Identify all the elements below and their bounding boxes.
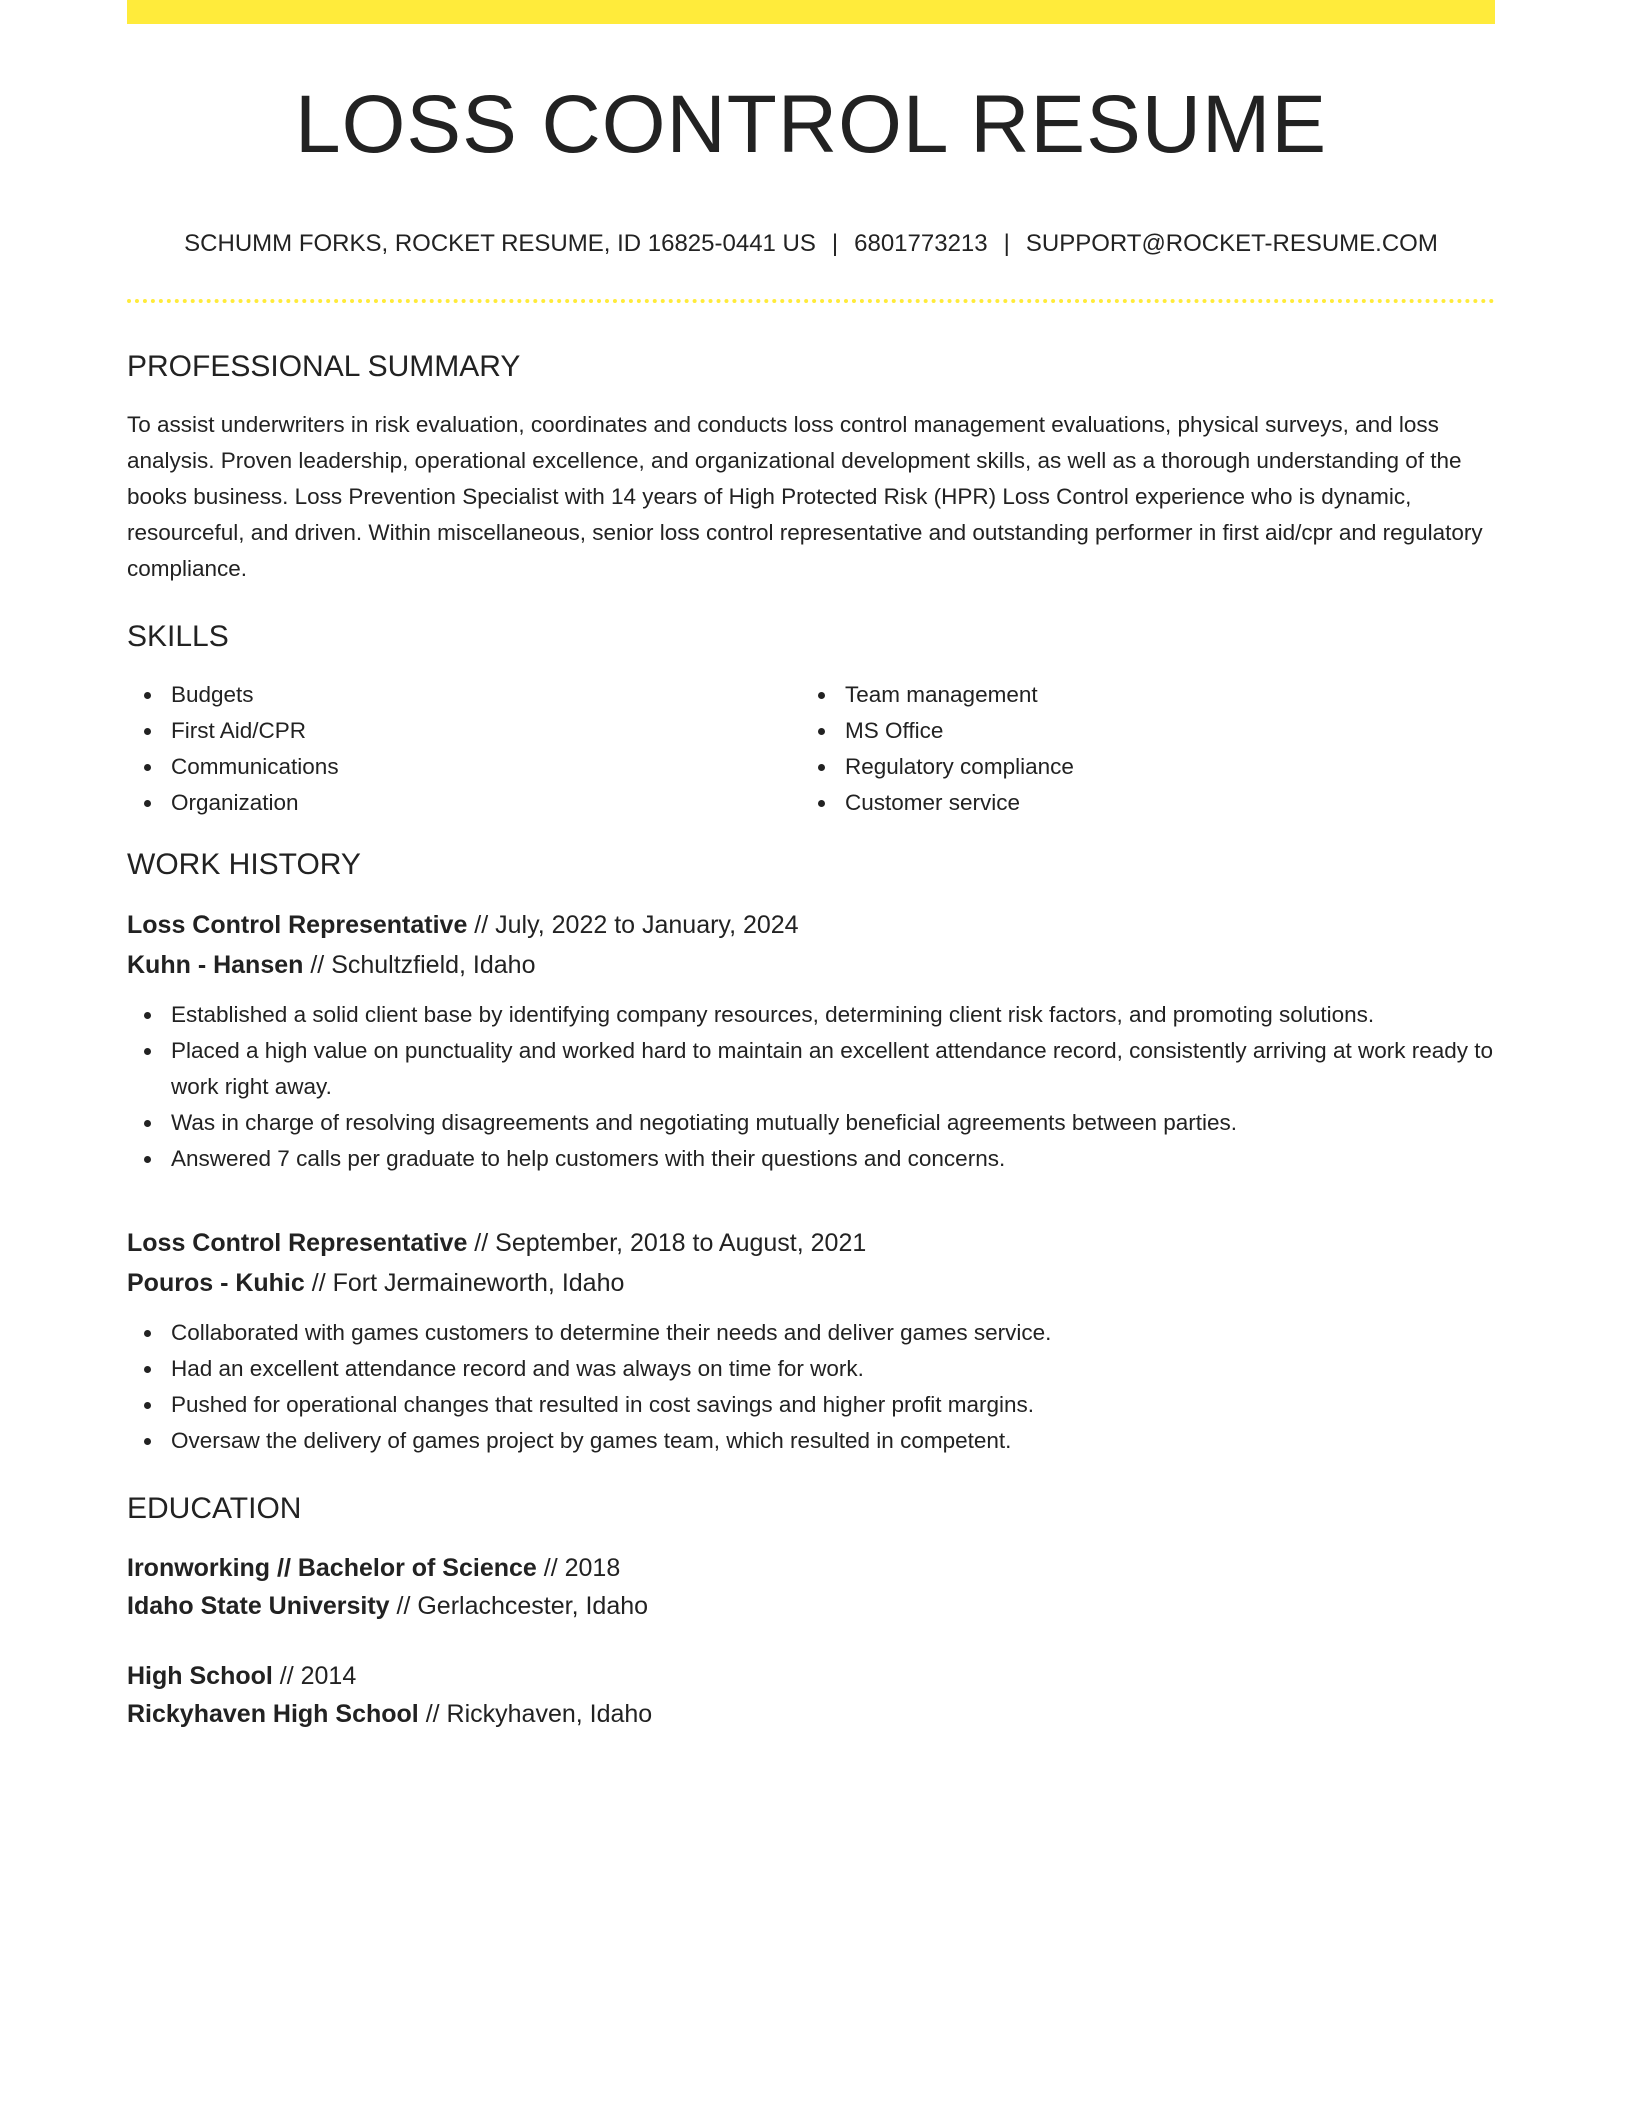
job-bullets [127, 997, 1495, 1177]
summary-section [127, 349, 1495, 587]
job-bullet: Established a solid client base by identifying company resources, determining client risk factors, and promoting solutions. [127, 997, 1495, 1033]
job-location: // Schultzfield, Idaho [303, 950, 536, 979]
education-entry [127, 1549, 1495, 1625]
job-title: Loss Control Representative [127, 1228, 468, 1257]
education-degree: High School [127, 1661, 273, 1690]
education-school: Idaho State University [127, 1591, 390, 1620]
job-company: Pouros - Kuhic [127, 1268, 305, 1297]
skill-item: Budgets [127, 677, 801, 713]
job-entry [127, 905, 1495, 1177]
skill-item: Organization [127, 785, 801, 821]
skills-section [127, 619, 1495, 821]
education-school-line [127, 1695, 1495, 1733]
job-dates: // September, 2018 to August, 2021 [467, 1228, 867, 1257]
education-section [127, 1491, 1495, 1733]
job-company-line [127, 1263, 1495, 1303]
job-title: Loss Control Representative [127, 910, 468, 939]
contact-line [127, 230, 1495, 259]
job-location: // Fort Jermaineworth, Idaho [304, 1268, 625, 1297]
education-heading: EDUCATION [127, 1491, 302, 1525]
resume-page [127, 0, 1495, 1733]
work-history-heading: WORK HISTORY [127, 847, 361, 881]
job-bullet: Oversaw the delivery of games project by games team, which resulted in competent. [127, 1423, 1495, 1459]
summary-heading: PROFESSIONAL SUMMARY [127, 349, 521, 383]
skills-grid [127, 677, 1495, 821]
contact-separator: | [1003, 230, 1010, 257]
skill-item: First Aid/CPR [127, 713, 801, 749]
job-title-line [127, 1223, 1495, 1263]
job-bullet: Answered 7 calls per graduate to help customers with their questions and concerns. [127, 1141, 1495, 1177]
contact-separator: | [831, 230, 839, 257]
education-location: // Rickyhaven, Idaho [418, 1699, 653, 1728]
resume-title: LOSS CONTROL RESUME [294, 79, 1328, 170]
job-bullet: Was in charge of resolving disagreements and negotiating mutually beneficial agreements between parties. [127, 1105, 1495, 1141]
skills-heading: SKILLS [127, 619, 229, 653]
contact-phone: 6801773213 [854, 230, 988, 257]
job-bullet: Collaborated with games customers to determine their needs and deliver games service. [127, 1315, 1495, 1351]
contact-address: SCHUMM FORKS, ROCKET RESUME, ID 16825-0441 US [184, 230, 816, 257]
skill-item: Communications [127, 749, 801, 785]
job-title-line [127, 905, 1495, 945]
education-entry [127, 1657, 1495, 1733]
skill-item: Customer service [801, 785, 1475, 821]
education-degree-line [127, 1657, 1495, 1695]
education-degree-line [127, 1549, 1495, 1587]
education-location: // Gerlachcester, Idaho [389, 1591, 649, 1620]
skill-item: MS Office [801, 713, 1475, 749]
contact-email: SUPPORT@ROCKET-RESUME.COM [1025, 230, 1438, 257]
skills-column-right [801, 677, 1475, 821]
education-year: // 2018 [536, 1553, 621, 1582]
job-company-line [127, 945, 1495, 985]
job-bullet: Placed a high value on punctuality and worked hard to maintain an excellent attendance record, consistently arriving at work ready to work right away. [127, 1033, 1495, 1105]
summary-text: To assist underwriters in risk evaluation, coordinates and conducts loss control management evaluations, physical surveys, and loss analysis. Proven leadership, operational excellence, and organizational development skills, as well as a thorough understanding of the books business. Loss Prevention Specialist with 14 years of High Protected Risk (HPR) Loss Control experience who is dynamic, resourceful, and driven. Within miscellaneous, senior loss control representative and outstanding performer in first aid/cpr and regulatory compliance. [127, 411, 1483, 581]
education-degree: Ironworking // Bachelor of Science [127, 1553, 537, 1582]
skill-item: Team management [801, 677, 1475, 713]
header-divider [127, 299, 1495, 303]
work-history-section [127, 847, 1495, 1459]
education-school-line [127, 1587, 1495, 1625]
job-company: Kuhn - Hansen [127, 950, 304, 979]
skills-column-left [127, 677, 801, 821]
education-year: // 2014 [272, 1661, 357, 1690]
job-entry [127, 1223, 1495, 1459]
job-bullets [127, 1315, 1495, 1459]
job-bullet: Pushed for operational changes that resulted in cost savings and higher profit margins. [127, 1387, 1495, 1423]
job-dates: // July, 2022 to January, 2024 [467, 910, 799, 939]
skill-item: Regulatory compliance [801, 749, 1475, 785]
accent-bar [127, 0, 1495, 24]
job-bullet: Had an excellent attendance record and was always on time for work. [127, 1351, 1495, 1387]
education-school: Rickyhaven High School [127, 1699, 419, 1728]
